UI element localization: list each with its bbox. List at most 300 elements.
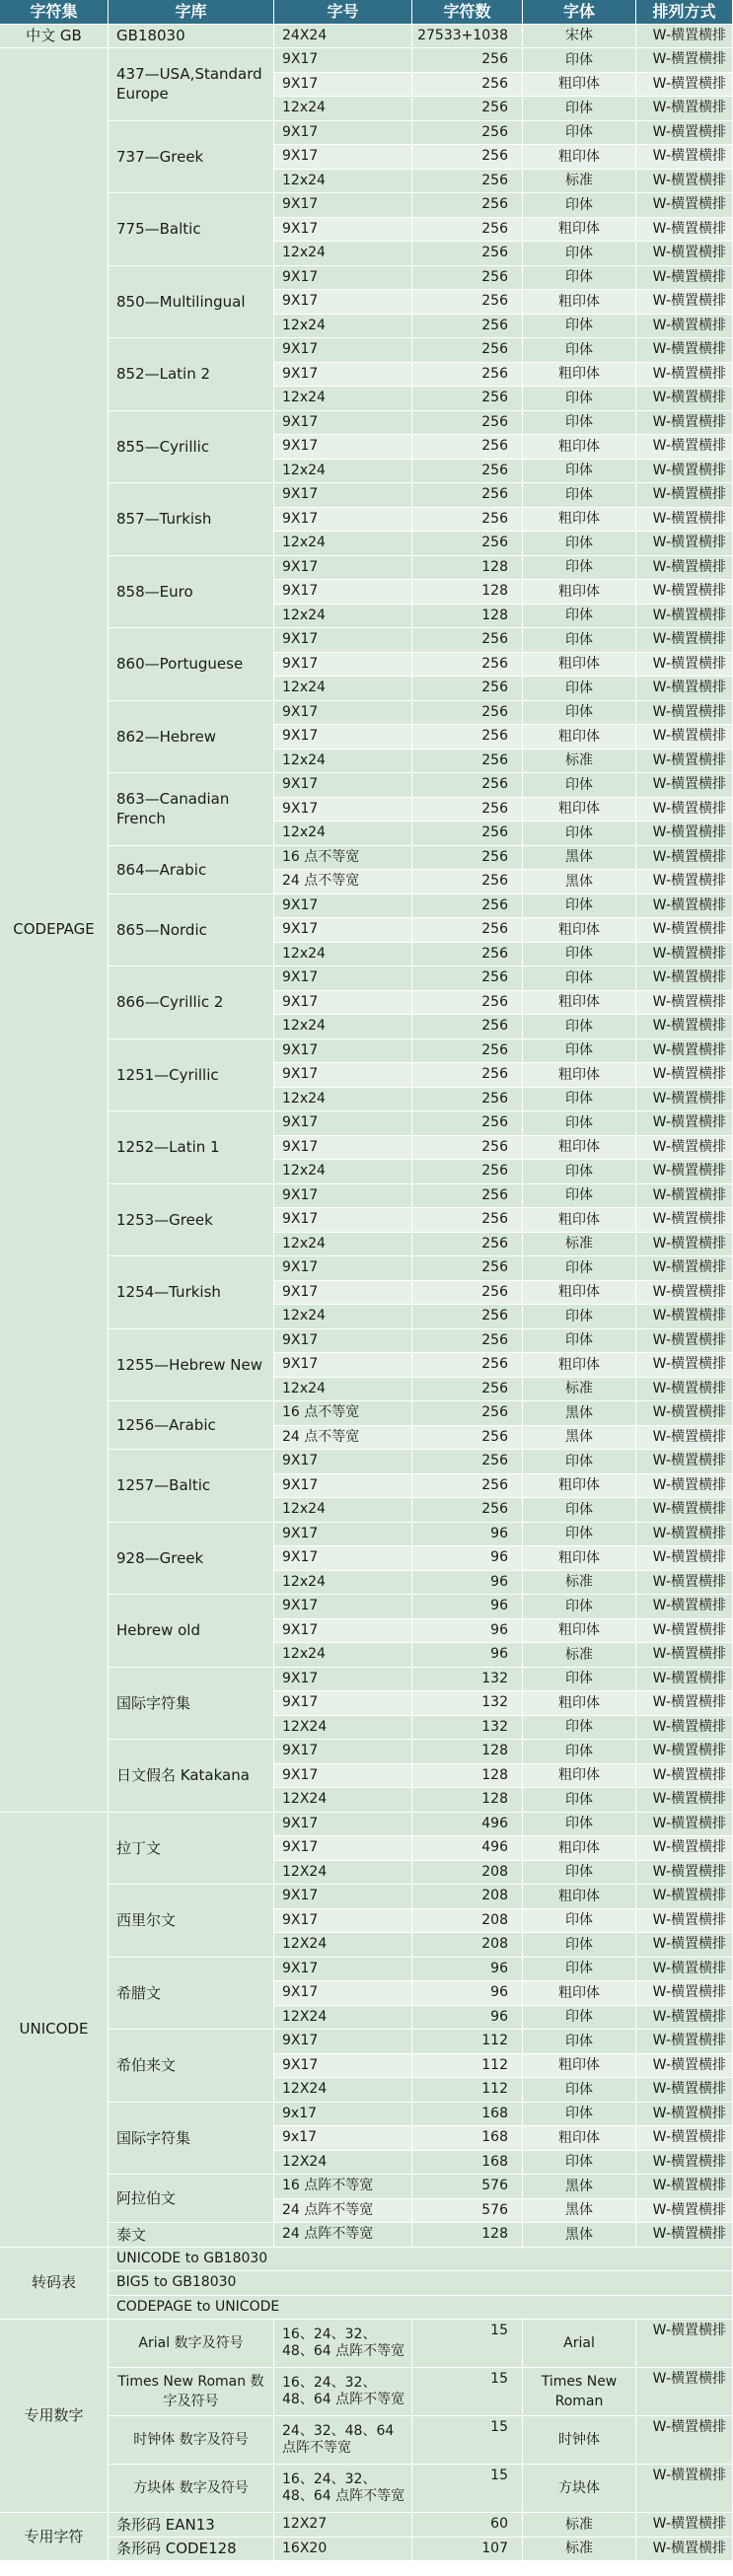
arrangement-cell: W-横置横排 (636, 1426, 733, 1451)
charset-cell: 专用字符 (0, 2513, 109, 2561)
count-cell: 128 (412, 580, 523, 605)
font-cell: 标准 (523, 1233, 636, 1257)
size-cell: 24 点不等宽 (274, 1426, 412, 1451)
arrangement-cell: W-横置横排 (636, 1958, 733, 1982)
arrangement-cell: W-横置横排 (636, 653, 733, 678)
count-cell: 256 (412, 966, 523, 991)
count-cell: 96 (412, 1981, 523, 2006)
arrangement-cell: W-横置横排 (636, 315, 733, 339)
font-cell: 印体 (523, 1256, 636, 1281)
arrangement-cell: W-横置横排 (636, 145, 733, 170)
arrangement-cell: W-横置横排 (636, 363, 733, 388)
charset-cell: 转码表 (0, 2248, 109, 2321)
arrangement-cell: W-横置横排 (636, 97, 733, 121)
count-cell: 256 (412, 725, 523, 750)
arrangement-cell: W-横置横排 (636, 2030, 733, 2054)
count-cell: 256 (412, 991, 523, 1016)
size-cell: 9X17 (274, 145, 412, 170)
arrangement-cell: W-横置横排 (636, 1401, 733, 1426)
arrangement-cell: W-横置横排 (636, 846, 733, 871)
arrangement-cell: W-横置横排 (636, 1668, 733, 1692)
library-cell: 437—USA,Standard Europe (109, 48, 274, 121)
count-cell: 256 (412, 1015, 523, 1039)
library-cell: 865—Nordic (109, 894, 274, 967)
font-cell: 标准 (523, 2538, 636, 2562)
font-cell: 标准 (523, 1571, 636, 1596)
arrangement-cell: W-横置横排 (636, 483, 733, 508)
font-cell: 印体 (523, 1329, 636, 1354)
size-cell: 9X17 (274, 1474, 412, 1499)
size-cell: 12X24 (274, 2006, 412, 2031)
count-cell: 27533+1038 (412, 25, 523, 49)
count-cell: 256 (412, 750, 523, 774)
count-cell: 256 (412, 822, 523, 846)
font-cell: 粗印体 (523, 435, 636, 460)
size-cell: 9X17 (274, 1523, 412, 1547)
font-cell: 印体 (523, 338, 636, 363)
font-cell: 印体 (523, 532, 636, 556)
count-cell: 256 (412, 1329, 523, 1354)
font-cell: 标准 (523, 1643, 636, 1668)
count-cell: 256 (412, 628, 523, 653)
library-cell: 850—Multilingual (109, 266, 274, 339)
size-cell: 9X17 (274, 1691, 412, 1716)
arrangement-cell: W-横置横排 (636, 894, 733, 919)
arrangement-cell: W-横置横排 (636, 798, 733, 823)
count-cell: 128 (412, 1764, 523, 1789)
arrangement-cell: W-横置横排 (636, 1571, 733, 1596)
count-cell: 256 (412, 1160, 523, 1184)
arrangement-cell: W-横置横排 (636, 1111, 733, 1136)
font-cell: 印体 (523, 677, 636, 701)
count-cell: 256 (412, 387, 523, 411)
size-cell: 9X17 (274, 894, 412, 919)
count-cell: 96 (412, 1619, 523, 1644)
font-cell: 粗印体 (523, 1836, 636, 1861)
size-cell: 16 点不等宽 (274, 846, 412, 871)
font-cell: 粗印体 (523, 1764, 636, 1789)
arrangement-cell: W-横置横排 (636, 1281, 733, 1306)
count-cell: 256 (412, 677, 523, 701)
arrangement-cell: W-横置横排 (636, 870, 733, 894)
count-cell: 168 (412, 2126, 523, 2151)
count-cell: 128 (412, 605, 523, 629)
size-cell: 9X17 (274, 2030, 412, 2054)
arrangement-cell: W-横置横排 (636, 918, 733, 943)
font-cell: 印体 (523, 1015, 636, 1039)
count-cell: 256 (412, 1426, 523, 1451)
size-cell: 24 点不等宽 (274, 870, 412, 894)
size-cell: 9X17 (274, 725, 412, 750)
arrangement-cell: W-横置横排 (636, 1595, 733, 1619)
size-cell: 12x24 (274, 97, 412, 121)
font-cell: 粗印体 (523, 653, 636, 678)
size-cell: 9X17 (274, 508, 412, 533)
font-cell: 粗印体 (523, 73, 636, 98)
size-cell: 12x24 (274, 1498, 412, 1523)
font-cell: 粗印体 (523, 290, 636, 315)
size-cell: 9X17 (274, 1546, 412, 1571)
arrangement-cell: W-横置横排 (636, 218, 733, 243)
size-cell: 9X17 (274, 580, 412, 605)
count-cell: 60 (412, 2513, 523, 2538)
count-cell: 96 (412, 1546, 523, 1571)
font-cell: 印体 (523, 1740, 636, 1764)
font-cell: 黑体 (523, 1426, 636, 1451)
count-cell: 496 (412, 1813, 523, 1837)
count-cell: 256 (412, 1208, 523, 1233)
font-cell: 粗印体 (523, 1353, 636, 1378)
arrangement-cell: W-横置横排 (636, 2006, 733, 2031)
size-cell: 12X24 (274, 1861, 412, 1886)
arrangement-cell: W-横置横排 (636, 2320, 733, 2368)
header-cell: 字符数 (412, 0, 523, 25)
size-cell: 12x24 (274, 1160, 412, 1184)
count-cell: 256 (412, 193, 523, 218)
count-cell: 256 (412, 338, 523, 363)
font-cell: 宋体 (523, 25, 636, 49)
arrangement-cell: W-横置横排 (636, 1788, 733, 1813)
library-cell: 1254—Turkish (109, 1256, 274, 1329)
arrangement-cell: W-横置横排 (636, 701, 733, 726)
arrangement-cell: W-横置横排 (636, 460, 733, 484)
count-cell: 256 (412, 894, 523, 919)
arrangement-cell: W-横置横排 (636, 1015, 733, 1039)
font-cell: Arial (523, 2320, 636, 2368)
font-cell: 粗印体 (523, 1208, 636, 1233)
count-cell: 15 (412, 2416, 523, 2465)
count-cell: 256 (412, 315, 523, 339)
size-cell: 9X17 (274, 218, 412, 243)
count-cell: 208 (412, 1885, 523, 1909)
library-cell: 方块体 数字及符号 (109, 2465, 274, 2513)
size-cell: 9X17 (274, 1885, 412, 1909)
library-cell: 阿拉伯文 (109, 2175, 274, 2223)
arrangement-cell: W-横置横排 (636, 1329, 733, 1354)
arrangement-cell: W-横置横排 (636, 2054, 733, 2079)
size-cell: 24 点阵不等宽 (274, 2199, 412, 2224)
library-cell: 西里尔文 (109, 1885, 274, 1958)
library-cell: 862—Hebrew (109, 701, 274, 774)
font-cell: 粗印体 (523, 580, 636, 605)
count-cell: 256 (412, 870, 523, 894)
arrangement-cell: W-横置横排 (636, 1160, 733, 1184)
arrangement-cell: W-横置横排 (636, 1861, 733, 1886)
font-cell: 粗印体 (523, 2126, 636, 2151)
library-cell: 852—Latin 2 (109, 338, 274, 411)
count-cell: 256 (412, 846, 523, 871)
size-cell: 12x24 (274, 1643, 412, 1668)
count-cell: 256 (412, 121, 523, 146)
arrangement-cell: W-横置横排 (636, 290, 733, 315)
count-cell: 256 (412, 411, 523, 436)
count-cell: 256 (412, 145, 523, 170)
library-cell: 希腊文 (109, 1958, 274, 2031)
count-cell: 256 (412, 1256, 523, 1281)
size-cell: 9X17 (274, 918, 412, 943)
font-cell: 方块体 (523, 2465, 636, 2513)
arrangement-cell: W-横置横排 (636, 1981, 733, 2006)
arrangement-cell: W-横置横排 (636, 266, 733, 291)
size-cell: 12x24 (274, 1378, 412, 1402)
transcode-cell: CODEPAGE to UNICODE (109, 2296, 733, 2321)
font-cell: 标准 (523, 2513, 636, 2538)
count-cell: 15 (412, 2465, 523, 2513)
count-cell: 96 (412, 1958, 523, 1982)
arrangement-cell: W-横置横排 (636, 1353, 733, 1378)
count-cell: 96 (412, 1643, 523, 1668)
font-cell: 标准 (523, 170, 636, 194)
size-cell: 9X17 (274, 653, 412, 678)
count-cell: 256 (412, 1474, 523, 1499)
arrangement-cell: W-横置横排 (636, 242, 733, 266)
size-cell: 12x24 (274, 750, 412, 774)
library-cell: 1257—Baltic (109, 1450, 274, 1523)
size-cell: 16、24、32、48、64 点阵不等宽 (274, 2465, 412, 2513)
size-cell: 9X17 (274, 363, 412, 388)
size-cell: 9X17 (274, 1595, 412, 1619)
font-cell: 印体 (523, 2103, 636, 2127)
arrangement-cell: W-横置横排 (636, 1740, 733, 1764)
count-cell: 15 (412, 2368, 523, 2416)
size-cell: 9X17 (274, 338, 412, 363)
font-cell: 黑体 (523, 870, 636, 894)
size-cell: 12x24 (274, 943, 412, 967)
font-cell: 粗印体 (523, 218, 636, 243)
size-cell: 9X17 (274, 1764, 412, 1789)
header-cell: 字体 (523, 0, 636, 25)
count-cell: 576 (412, 2175, 523, 2199)
count-cell: 96 (412, 1523, 523, 1547)
arrangement-cell: W-横置横排 (636, 1643, 733, 1668)
font-cell: 印体 (523, 97, 636, 121)
library-cell: 国际字符集 (109, 1668, 274, 1741)
count-cell: 96 (412, 1571, 523, 1596)
count-cell: 256 (412, 218, 523, 243)
font-cell: 印体 (523, 943, 636, 967)
arrangement-cell: W-横置横排 (636, 1039, 733, 1064)
font-cell: 印体 (523, 1668, 636, 1692)
size-cell: 9X17 (274, 483, 412, 508)
font-cell: 标准 (523, 750, 636, 774)
size-cell: 9X17 (274, 1208, 412, 1233)
font-cell: 黑体 (523, 846, 636, 871)
arrangement-cell: W-横置横排 (636, 2199, 733, 2224)
font-cell: 印体 (523, 266, 636, 291)
size-cell: 9X17 (274, 1981, 412, 2006)
arrangement-cell: W-横置横排 (636, 1088, 733, 1112)
count-cell: 256 (412, 773, 523, 798)
size-cell: 12X24 (274, 1716, 412, 1741)
arrangement-cell: W-横置横排 (636, 1474, 733, 1499)
library-cell: 855—Cyrillic (109, 411, 274, 484)
size-cell: 9X17 (274, 1668, 412, 1692)
count-cell: 128 (412, 2223, 523, 2248)
arrangement-cell: W-横置横排 (636, 2078, 733, 2103)
arrangement-cell: W-横置横排 (636, 1208, 733, 1233)
count-cell: 168 (412, 2151, 523, 2176)
size-cell: 9X17 (274, 1063, 412, 1088)
font-cell: 印体 (523, 1088, 636, 1112)
library-cell: 858—Euro (109, 556, 274, 629)
size-cell: 24X24 (274, 25, 412, 49)
size-cell: 9X17 (274, 1619, 412, 1644)
font-cell: 印体 (523, 315, 636, 339)
size-cell: 9X17 (274, 411, 412, 436)
size-cell: 9X17 (274, 628, 412, 653)
font-cell: 粗印体 (523, 1546, 636, 1571)
size-cell: 12x24 (274, 242, 412, 266)
font-cell: 粗印体 (523, 1474, 636, 1499)
charset-cell: 专用数字 (0, 2320, 109, 2513)
size-cell: 9X17 (274, 48, 412, 73)
size-cell: 16、24、32、48、64 点阵不等宽 (274, 2320, 412, 2368)
arrangement-cell: W-横置横排 (636, 991, 733, 1016)
size-cell: 9X17 (274, 1256, 412, 1281)
font-cell: 粗印体 (523, 145, 636, 170)
size-cell: 12x24 (274, 822, 412, 846)
font-cell: 印体 (523, 1111, 636, 1136)
size-cell: 9X17 (274, 1353, 412, 1378)
arrangement-cell: W-横置横排 (636, 1256, 733, 1281)
count-cell: 256 (412, 73, 523, 98)
count-cell: 256 (412, 701, 523, 726)
charset-cell: CODEPAGE (0, 48, 109, 1813)
font-cell: 印体 (523, 1450, 636, 1474)
count-cell: 128 (412, 1740, 523, 1764)
library-cell: 日文假名 Katakana (109, 1740, 274, 1813)
font-cell: Times New Roman (523, 2368, 636, 2416)
library-cell: 863—Canadian French (109, 773, 274, 846)
font-cell: 印体 (523, 1039, 636, 1064)
font-cell: 黑体 (523, 2199, 636, 2224)
header-cell: 排列方式 (636, 0, 733, 25)
size-cell: 12X24 (274, 1788, 412, 1813)
font-cell: 印体 (523, 894, 636, 919)
font-cell: 印体 (523, 2151, 636, 2176)
size-cell: 9X17 (274, 1740, 412, 1764)
count-cell: 256 (412, 798, 523, 823)
size-cell: 9X17 (274, 193, 412, 218)
font-cell: 印体 (523, 1305, 636, 1329)
arrangement-cell: W-横置横排 (636, 121, 733, 146)
font-cell: 印体 (523, 605, 636, 629)
size-cell: 9X17 (274, 1039, 412, 1064)
arrangement-cell: W-横置横排 (636, 2126, 733, 2151)
count-cell: 256 (412, 1111, 523, 1136)
size-cell: 9X17 (274, 1450, 412, 1474)
font-cell: 印体 (523, 193, 636, 218)
font-cell: 粗印体 (523, 508, 636, 533)
library-cell: 1251—Cyrillic (109, 1039, 274, 1112)
count-cell: 96 (412, 2006, 523, 2031)
count-cell: 168 (412, 2103, 523, 2127)
size-cell: 12x24 (274, 605, 412, 629)
arrangement-cell: W-横置横排 (636, 1184, 733, 1209)
font-cell: 印体 (523, 1861, 636, 1886)
header-cell: 字号 (274, 0, 412, 25)
count-cell: 576 (412, 2199, 523, 2224)
size-cell: 9X17 (274, 73, 412, 98)
size-cell: 9X17 (274, 966, 412, 991)
arrangement-cell: W-横置横排 (636, 387, 733, 411)
arrangement-cell: W-横置横排 (636, 1909, 733, 1934)
size-cell: 9X17 (274, 1281, 412, 1306)
font-cell: 粗印体 (523, 725, 636, 750)
arrangement-cell: W-横置横排 (636, 1305, 733, 1329)
arrangement-cell: W-横置横排 (636, 773, 733, 798)
arrangement-cell: W-横置横排 (636, 508, 733, 533)
library-cell: 857—Turkish (109, 483, 274, 556)
size-cell: 9X17 (274, 435, 412, 460)
font-cell: 印体 (523, 1523, 636, 1547)
arrangement-cell: W-横置横排 (636, 2151, 733, 2176)
size-cell: 16X20 (274, 2538, 412, 2562)
count-cell: 256 (412, 483, 523, 508)
arrangement-cell: W-横置横排 (636, 2416, 733, 2465)
size-cell: 16 点不等宽 (274, 1401, 412, 1426)
font-cell: 粗印体 (523, 1885, 636, 1909)
font-cell: 印体 (523, 1184, 636, 1209)
arrangement-cell: W-横置横排 (636, 1836, 733, 1861)
count-cell: 256 (412, 1378, 523, 1402)
font-cell: 黑体 (523, 2223, 636, 2248)
count-cell: 96 (412, 1595, 523, 1619)
size-cell: 16、24、32、48、64 点阵不等宽 (274, 2368, 412, 2416)
arrangement-cell: W-横置横排 (636, 1450, 733, 1474)
arrangement-cell: W-横置横排 (636, 943, 733, 967)
count-cell: 256 (412, 242, 523, 266)
font-cell: 印体 (523, 1716, 636, 1741)
count-cell: 112 (412, 2030, 523, 2054)
library-cell: 864—Arabic (109, 846, 274, 894)
font-cell: 标准 (523, 1378, 636, 1402)
font-cell: 印体 (523, 1595, 636, 1619)
font-cell: 粗印体 (523, 1136, 636, 1161)
count-cell: 256 (412, 532, 523, 556)
arrangement-cell: W-横置横排 (636, 532, 733, 556)
font-cell: 印体 (523, 1958, 636, 1982)
font-cell: 粗印体 (523, 918, 636, 943)
arrangement-cell: W-横置横排 (636, 1716, 733, 1741)
count-cell: 132 (412, 1668, 523, 1692)
count-cell: 256 (412, 508, 523, 533)
library-cell: 拉丁文 (109, 1813, 274, 1886)
arrangement-cell: W-横置横排 (636, 580, 733, 605)
transcode-cell: BIG5 to GB18030 (109, 2271, 733, 2296)
library-cell: 时钟体 数字及符号 (109, 2416, 274, 2465)
font-cell: 印体 (523, 1909, 636, 1934)
header-cell: 字符集 (0, 0, 109, 25)
size-cell: 12x24 (274, 1088, 412, 1112)
font-cell: 印体 (523, 701, 636, 726)
size-cell: 12x24 (274, 532, 412, 556)
arrangement-cell: W-横置横排 (636, 1523, 733, 1547)
arrangement-cell: W-横置横排 (636, 750, 733, 774)
count-cell: 107 (412, 2538, 523, 2562)
arrangement-cell: W-横置横排 (636, 2223, 733, 2248)
count-cell: 256 (412, 918, 523, 943)
font-cell: 印体 (523, 48, 636, 73)
arrangement-cell: W-横置横排 (636, 822, 733, 846)
count-cell: 256 (412, 943, 523, 967)
library-cell: 1252—Latin 1 (109, 1111, 274, 1184)
arrangement-cell: W-横置横排 (636, 1136, 733, 1161)
count-cell: 132 (412, 1716, 523, 1741)
size-cell: 9X17 (274, 2054, 412, 2079)
arrangement-cell: W-横置横排 (636, 2513, 733, 2538)
count-cell: 256 (412, 435, 523, 460)
